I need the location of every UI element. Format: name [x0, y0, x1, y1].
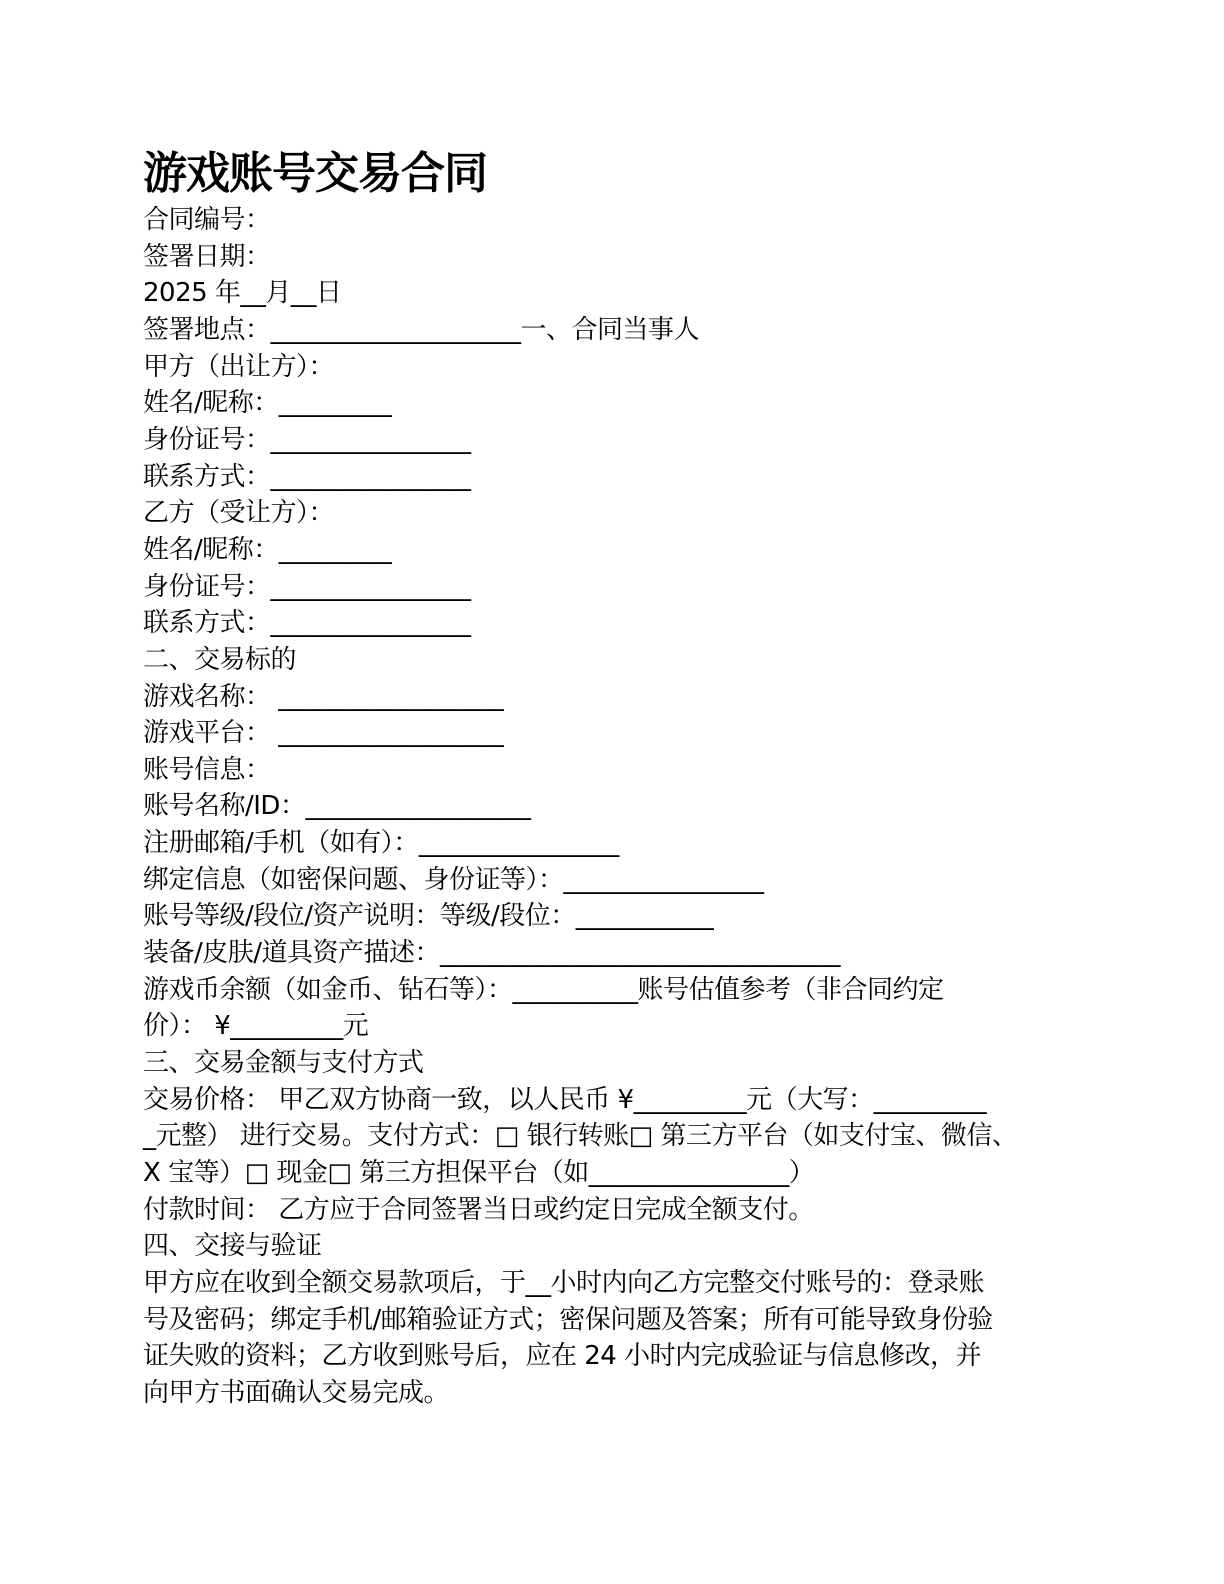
game-name-field: 游戏名称： __________________: [143, 682, 504, 712]
sign-date-label: 签署日期：: [143, 242, 271, 272]
party-a-contact: 联系方式：________________: [143, 462, 471, 492]
account-id-field: 账号名称/ID：__________________: [143, 791, 531, 821]
section-3-heading: 三、交易金额与支付方式: [143, 1048, 424, 1078]
sign-date-value: 2025 年__月__日: [143, 278, 342, 308]
registered-email-field: 注册邮箱/手机（如有）：________________: [143, 828, 619, 858]
handover-para-line-4: 向甲方书面确认交易完成。: [143, 1378, 450, 1408]
account-level-field: 账号等级/段位/资产说明：等级/段位：___________: [143, 901, 714, 931]
price-line-1: 交易价格： 甲乙双方协商一致，以人民币 ¥_________元（大写：_________: [143, 1085, 987, 1115]
party-a-heading: 甲方（出让方）：: [143, 352, 335, 382]
party-b-name: 姓名/昵称：_________: [143, 535, 392, 565]
price-line-2: _元整） 进行交易。支付方式：□ 银行转账□ 第三方平台（如支付宝、微信、: [143, 1121, 1018, 1151]
document-title: 游戏账号交易合同: [143, 148, 487, 199]
price-line-3: X 宝等）□ 现金□ 第三方担保平台（如________________）: [143, 1158, 815, 1188]
payment-time: 付款时间： 乙方应于合同签署当日或约定日完成全额支付。: [143, 1195, 814, 1225]
sign-place-label: 签署地点：: [143, 315, 271, 345]
handover-para-line-3: 证失败的资料；乙方收到账号后，应在 24 小时内完成验证与信息修改，并: [143, 1341, 982, 1371]
account-info-label: 账号信息：: [143, 755, 271, 785]
contract-number-field: 合同编号：: [143, 205, 271, 235]
valuation-field: 价）： ¥_________元: [143, 1011, 369, 1041]
party-b-contact: 联系方式：________________: [143, 608, 471, 638]
party-a-id: 身份证号：________________: [143, 425, 471, 455]
currency-balance-field: 游戏币余额（如金币、钻石等）：__________账号估值参考（非合同约定: [143, 975, 944, 1005]
party-b-heading: 乙方（受让方）：: [143, 498, 335, 528]
party-b-id: 身份证号：________________: [143, 572, 471, 602]
sign-place-line: [143, 312, 699, 348]
handover-para-line-1: 甲方应在收到全额交易款项后，于__小时内向乙方完整交付账号的：登录账: [143, 1268, 985, 1298]
equipment-desc-field: 装备/皮肤/道具资产描述：________________________________: [143, 938, 841, 968]
party-a-name: 姓名/昵称：_________: [143, 388, 392, 418]
game-platform-field: 游戏平台： __________________: [143, 718, 504, 748]
sign-place-blank: ____________________: [270, 315, 521, 345]
section-4-heading: 四、交接与验证: [143, 1231, 322, 1261]
handover-para-line-2: 号及密码；绑定手机/邮箱验证方式；密保问题及答案；所有可能导致身份验: [143, 1305, 993, 1335]
section-2-heading: 二、交易标的: [143, 645, 297, 675]
binding-info-field: 绑定信息（如密保问题、身份证等）：________________: [143, 865, 764, 895]
section-1-heading: 一、合同当事人: [520, 315, 700, 345]
